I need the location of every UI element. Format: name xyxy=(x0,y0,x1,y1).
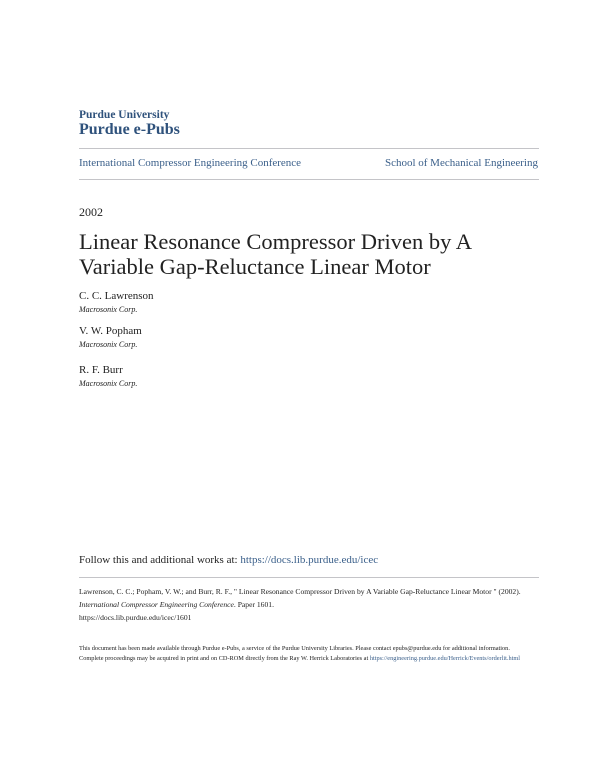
citation-text: Lawrenson, C. C.; Popham, V. W.; and Burr, R. F., " Linear Resonance Compressor Driven by A Variable Gap-Reluctance Linear Motor " (2002). xyxy=(79,587,521,596)
conference-link[interactable]: International Compressor Engineering Conference xyxy=(79,157,302,169)
citation-paper: . Paper 1601. xyxy=(233,600,274,609)
citation xyxy=(79,585,529,624)
paper-title: Linear Resonance Compressor Driven by A Variable Gap-Reluctance Linear Motor xyxy=(79,229,471,279)
repository-name[interactable]: Purdue e-Pubs xyxy=(79,121,180,138)
publication-year: 2002 xyxy=(79,205,103,219)
school-link[interactable]: School of Mechanical Engineering xyxy=(384,157,538,169)
follow-text: Follow this and additional works at: xyxy=(79,554,241,566)
footer-notice xyxy=(79,644,529,664)
divider xyxy=(79,179,539,180)
author-name: V. W. Popham xyxy=(79,325,142,337)
citation-url[interactable]: https://docs.lib.purdue.edu/icec/1601 xyxy=(79,613,192,622)
follow-link[interactable]: https://docs.lib.purdue.edu/icec xyxy=(240,554,379,566)
author-affiliation: Macrosonix Corp. xyxy=(79,305,138,314)
university-name: Purdue University xyxy=(79,109,170,121)
author-name: C. C. Lawrenson xyxy=(79,290,154,302)
follow-line xyxy=(79,554,378,566)
herrick-link[interactable]: https://engineering.purdue.edu/Herrick/Events/orderlit.html xyxy=(369,655,521,662)
citation-venue: International Compressor Engineering Conference xyxy=(79,600,234,609)
footer-line: This document has been made available through Purdue e-Pubs, a service of the Purdue University Libraries. Please contact epubs@purdue.edu for additional information. xyxy=(79,645,510,652)
author-affiliation: Macrosonix Corp. xyxy=(79,340,138,349)
footer-line: Complete proceedings may be acquired in print and on CD-ROM directly from the Ray W. Herrick Laboratories at xyxy=(79,655,370,662)
author-name: R. F. Burr xyxy=(79,364,123,376)
author-affiliation: Macrosonix Corp. xyxy=(79,379,138,388)
divider xyxy=(79,577,539,578)
divider xyxy=(79,148,539,149)
